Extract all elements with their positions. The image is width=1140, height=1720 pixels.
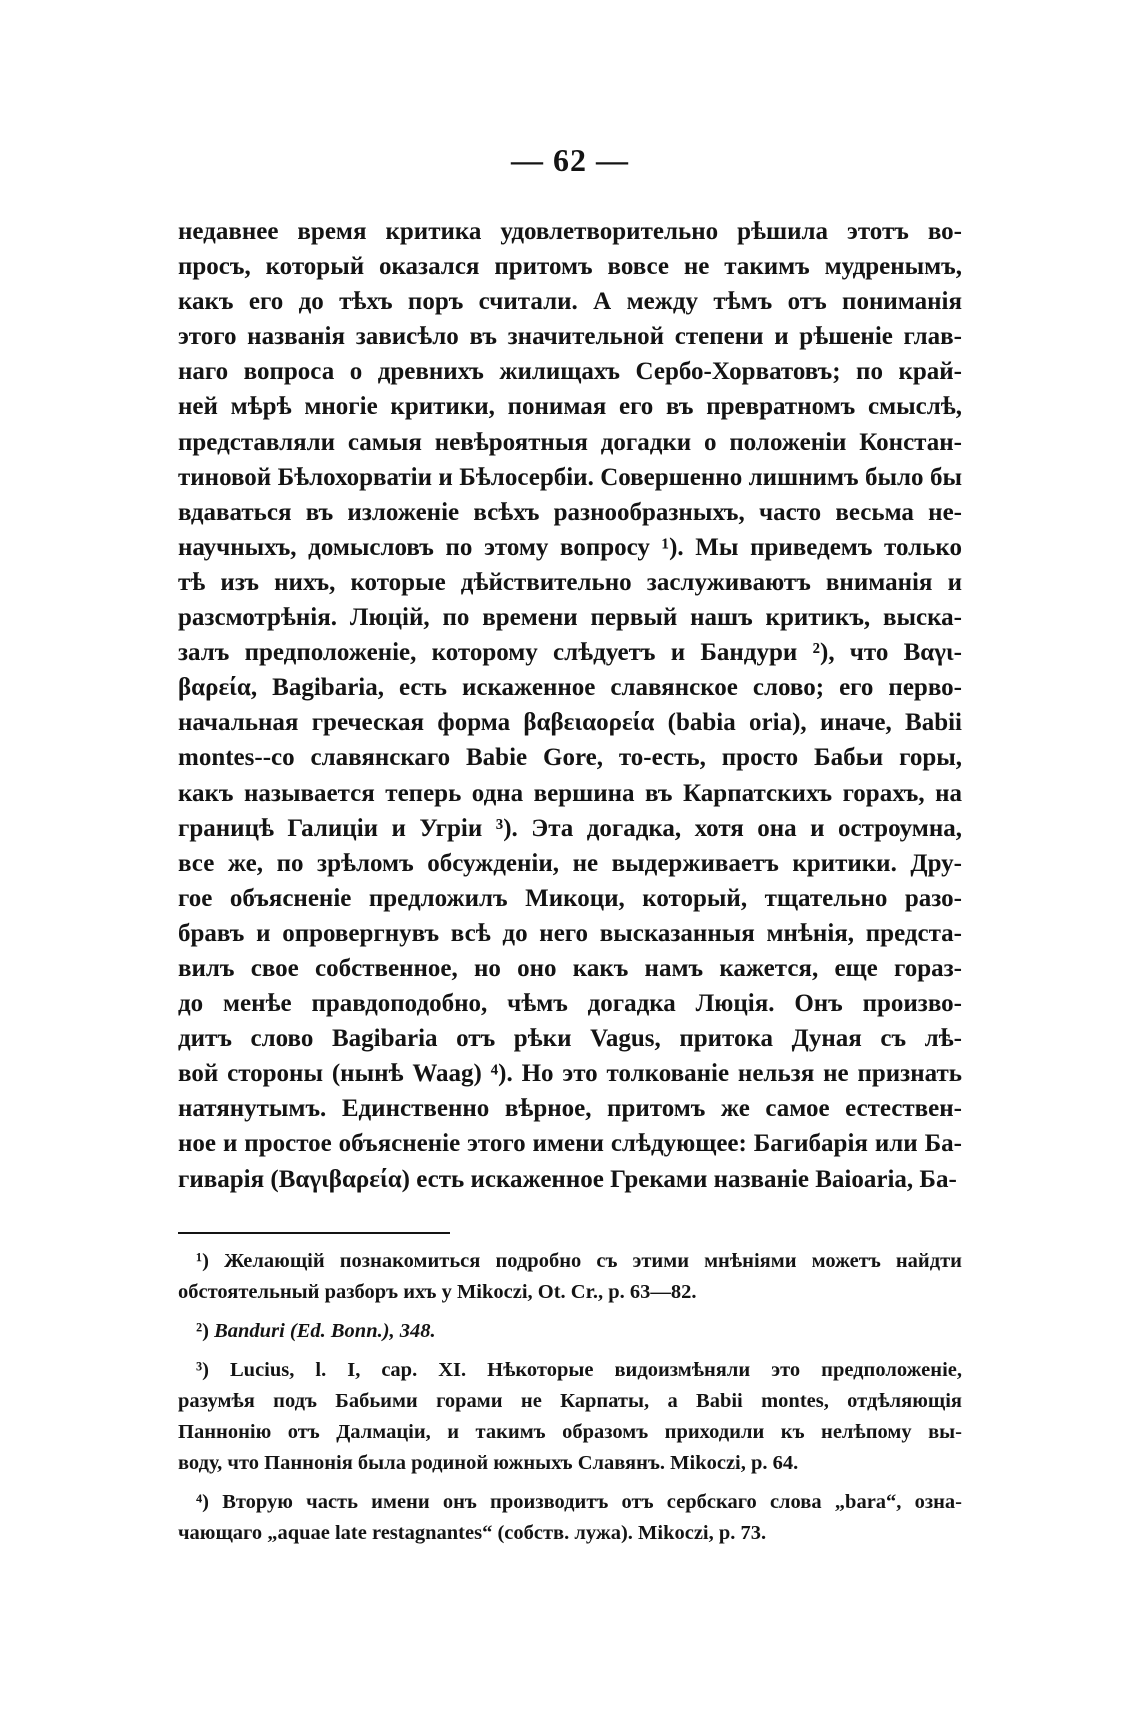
footnote-text: Banduri (Ed. Bonn.), 348.: [214, 1320, 436, 1342]
text-line: гиварія (Βαγιβαρεία) есть искаженное Греками названіе Baioaria, Ба-: [178, 1165, 957, 1193]
footnote-line: [178, 1246, 962, 1277]
page-number: — 62 —: [511, 142, 629, 178]
footnote-line: [178, 1355, 962, 1386]
text-line: какъ его до тѣхъ поръ считали. А между тѣмъ отъ пониманія: [178, 288, 962, 316]
text-line: начальная греческая форма βαβειαορεία (babia oria), иначе, Babii: [178, 709, 962, 737]
text-line: границѣ Галиціи и Угріи ³). Эта догадка, хотя она и остроумна,: [178, 814, 962, 842]
footnote-2: [178, 1316, 962, 1347]
main-text: [178, 214, 962, 1197]
text-line: какъ называется теперь одна вершина въ Карпатскихъ горахъ, на: [178, 779, 962, 807]
text-line: натянутымъ. Единственно вѣрное, притомъ же самое естествен-: [178, 1095, 962, 1123]
footnote-line: Паннонію отъ Далмаціи, и такимъ образомъ приходили къ нелѣпому вы-: [178, 1421, 962, 1443]
text-line: наго вопроса о древнихъ жилищахъ Сербо-Хорватовъ; по край-: [178, 358, 962, 386]
footnote-text: Вторую часть имени онъ производитъ отъ сербскаго слова „bara“, озна-: [222, 1491, 962, 1513]
text-line: все же, по зрѣломъ обсужденіи, не выдерживаетъ критики. Дру-: [178, 849, 962, 877]
text-line: вилъ свое собственное, но оно какъ намъ кажется, еще гораз-: [178, 954, 962, 982]
footnote-mark: ¹): [196, 1250, 209, 1272]
text-line: montes--со славянскаго Babie Gore, то-есть, просто Бабьи горы,: [178, 744, 962, 772]
footnote-separator: [178, 1232, 450, 1234]
text-line: научныхъ, домысловъ по этому вопросу ¹). Мы приведемъ только: [178, 533, 962, 561]
text-line: этого названія зависѣло въ значительной степени и рѣшеніе глав-: [178, 323, 962, 351]
text-line: ное и простое объясненіе этого имени слѣдующее: Багибарія или Ба-: [178, 1130, 962, 1158]
footnote-1: [178, 1246, 962, 1308]
footnote-mark: ⁴): [196, 1491, 209, 1513]
text-line: недавнее время критика удовлетворительно рѣшила этотъ во-: [178, 218, 962, 245]
text-line: тиновой Бѣлохорватіи и Бѣлосербіи. Совершенно лишнимъ было бы: [178, 463, 962, 491]
text-line: до менѣе правдоподобно, чѣмъ догадка Люція. Онъ произво-: [178, 990, 962, 1018]
footnote-mark: ³): [196, 1359, 209, 1381]
footnote-line: [178, 1487, 962, 1518]
footnote-line: обстоятельный разборъ ихъ у Mikoczi, Ot. Cr., p. 63—82.: [178, 1281, 697, 1303]
footnote-line: разумѣя подъ Бабьими горами не Карпаты, а Babii montes, отдѣляющія: [178, 1390, 962, 1412]
footnotes: [178, 1246, 962, 1557]
footnote-line: чающаго „aquae late restagnantes“ (собств. лужа). Mikoczi, p. 73.: [178, 1522, 767, 1544]
text-line: разсмотрѣнія. Люцій, по времени первый нашъ критикъ, выска-: [178, 604, 962, 632]
footnote-mark: ²): [196, 1320, 209, 1342]
text-line: вдаваться въ изложеніе всѣхъ разнообразныхъ, часто весьма не-: [178, 498, 962, 526]
footnote-3: [178, 1355, 962, 1479]
text-line: вой стороны (нынѣ Waag) ⁴). Но это толкованіе нельзя не признать: [178, 1060, 962, 1088]
footnote-text: Lucius, l. I, cap. XI. Нѣкоторые видоизмѣняли это предположеніе,: [230, 1359, 963, 1381]
footnote-line: воду, что Паннонія была родиной южныхъ Славянъ. Mikoczi, p. 64.: [178, 1452, 799, 1474]
footnote-line: [178, 1316, 962, 1347]
footnote-text: Желающій познакомиться подробно съ этими мнѣніями можетъ найдти: [224, 1250, 962, 1272]
text-line: βαρεία, Bagibaria, есть искаженное славянское слово; его перво-: [178, 674, 962, 702]
text-line: бравъ и опровергнувъ всѣ до него высказанныя мнѣнія, предста-: [178, 919, 962, 947]
text-line: тѣ изъ нихъ, которые дѣйствительно заслуживаютъ вниманія и: [178, 568, 962, 596]
text-line: дитъ слово Bagibaria отъ рѣки Vagus, притока Дуная съ лѣ-: [178, 1025, 962, 1053]
text-line: залъ предположеніе, которому слѣдуетъ и Бандури ²), что Βαγι-: [178, 639, 962, 667]
text-line: ней мѣрѣ многіе критики, понимая его въ превратномъ смыслѣ,: [178, 393, 962, 421]
text-line: представляли самыя невѣроятныя догадки о положеніи Констан-: [178, 428, 962, 456]
text-line: гое объясненіе предложилъ Микоци, который, тщательно разо-: [178, 884, 962, 912]
text-line: просъ, который оказался притомъ вовсе не такимъ мудренымъ,: [178, 253, 962, 281]
footnote-4: [178, 1487, 962, 1549]
